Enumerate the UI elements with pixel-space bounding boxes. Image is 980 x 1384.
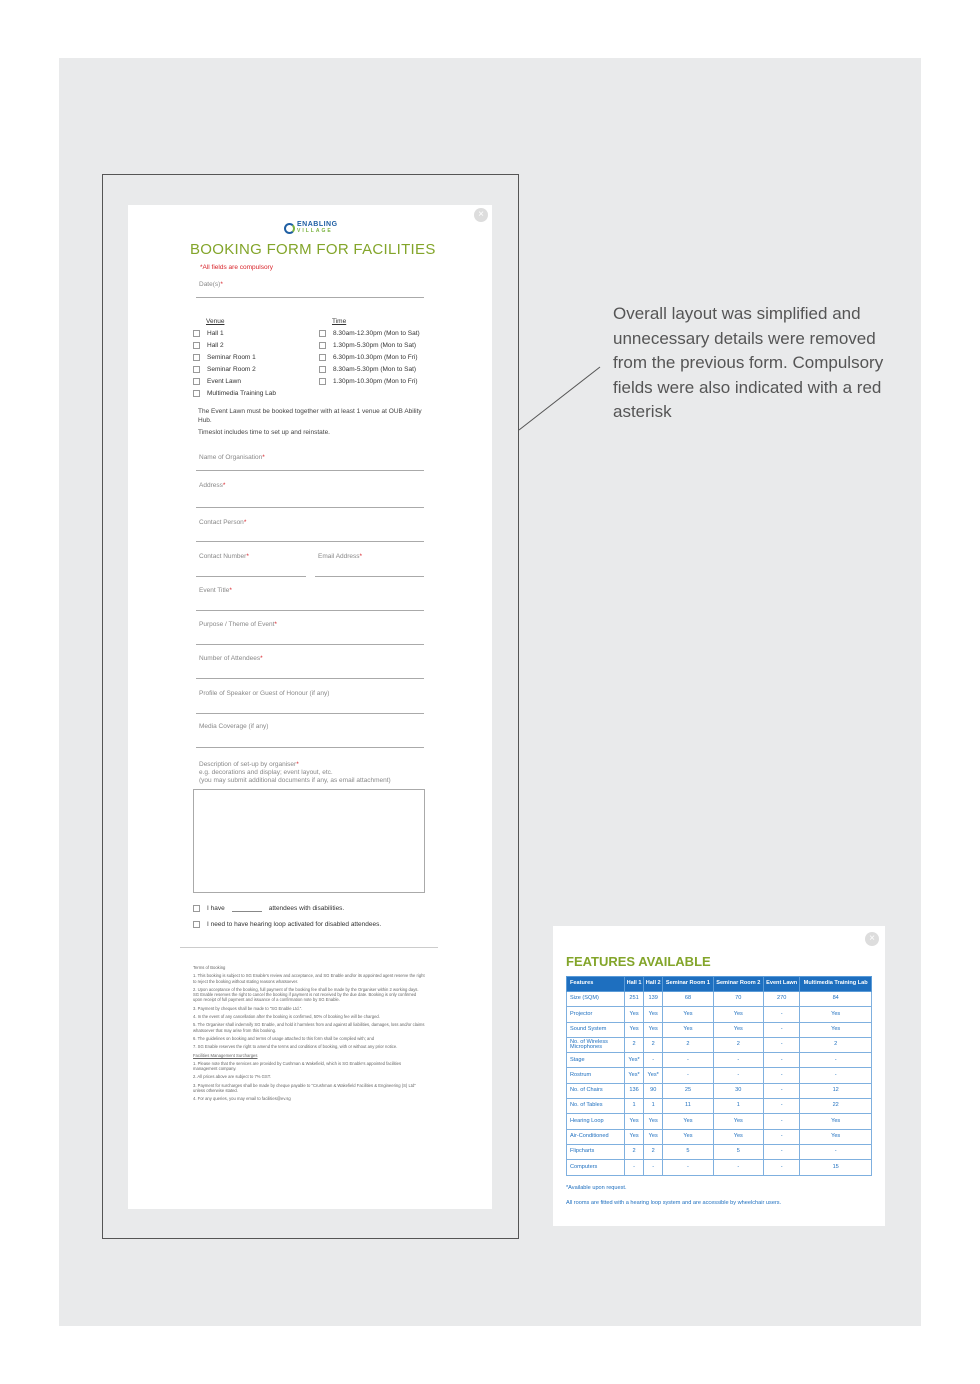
table-cell: - xyxy=(644,1160,663,1175)
disabilities-checkbox-row[interactable]: I have attendees with disabilities. xyxy=(193,905,344,912)
table-cell: Yes xyxy=(713,1129,763,1144)
table-cell: Yes xyxy=(800,1022,872,1037)
venue-option[interactable]: Event Lawn xyxy=(193,378,241,385)
checkbox[interactable] xyxy=(319,378,326,385)
table-row xyxy=(567,1144,872,1159)
checkbox[interactable] xyxy=(319,342,326,349)
table-row xyxy=(567,1129,872,1144)
time-option[interactable]: 1.30pm-5.30pm (Mon to Sat) xyxy=(319,342,416,349)
table-cell: - xyxy=(763,1160,799,1175)
table-cell: - xyxy=(663,1068,713,1083)
contact-number-field[interactable]: Contact Number* xyxy=(196,550,306,577)
table-cell: - xyxy=(763,1129,799,1144)
table-row xyxy=(567,1022,872,1037)
column-header: Hall 2 xyxy=(644,977,663,992)
table-cell: Yes xyxy=(663,1007,713,1022)
table-cell: Yes xyxy=(800,1114,872,1129)
table-cell: Yes xyxy=(625,1114,644,1129)
table-cell: Yes xyxy=(800,1007,872,1022)
feature-name-cell: No. of Tables xyxy=(567,1099,625,1114)
features-panel xyxy=(553,926,885,1226)
table-cell: 2 xyxy=(644,1037,663,1052)
table-cell: - xyxy=(763,1007,799,1022)
table-cell: - xyxy=(713,1160,763,1175)
table-cell: - xyxy=(663,1053,713,1068)
table-cell: 136 xyxy=(625,1083,644,1098)
checkbox[interactable] xyxy=(193,342,200,349)
feature-name-cell: Rostrum xyxy=(567,1068,625,1083)
table-cell: Yes xyxy=(713,1022,763,1037)
checkbox[interactable] xyxy=(193,378,200,385)
close-icon[interactable]: × xyxy=(865,932,879,946)
table-cell: 90 xyxy=(644,1083,663,1098)
feature-name-cell: No. of Chairs xyxy=(567,1083,625,1098)
table-cell: - xyxy=(763,1114,799,1129)
timeslot-note: Timeslot includes time to set up and reinstate. xyxy=(198,429,330,436)
time-option[interactable]: 1.30pm-10.30pm (Mon to Fri) xyxy=(319,378,418,385)
table-cell: 2 xyxy=(644,1144,663,1159)
time-option[interactable]: 8.30am-5.30pm (Mon to Sat) xyxy=(319,366,416,373)
table-cell: - xyxy=(763,1144,799,1159)
table-cell: 1 xyxy=(644,1099,663,1114)
features-accessibility-note: All rooms are fitted with a hearing loop system and are accessible by wheelchair users. xyxy=(566,1200,782,1206)
description-hint-attachment: (you may submit additional documents if any, as email attachment) xyxy=(199,777,391,784)
checkbox[interactable] xyxy=(193,354,200,361)
table-cell: Yes xyxy=(644,1022,663,1037)
dates-field[interactable]: Date(s)* xyxy=(196,278,424,298)
table-cell: - xyxy=(763,1022,799,1037)
checkbox[interactable] xyxy=(193,366,200,373)
table-cell: Yes xyxy=(663,1022,713,1037)
features-footnote: *Available upon request. xyxy=(566,1185,627,1191)
feature-name-cell: Computers xyxy=(567,1160,625,1175)
table-cell: - xyxy=(663,1160,713,1175)
table-cell: Yes* xyxy=(644,1068,663,1083)
table-row xyxy=(567,992,872,1007)
table-cell: 30 xyxy=(713,1083,763,1098)
table-cell: Yes xyxy=(663,1129,713,1144)
table-cell: Yes xyxy=(625,1007,644,1022)
table-cell: 2 xyxy=(625,1144,644,1159)
venue-option[interactable]: Seminar Room 1 xyxy=(193,354,256,361)
column-header: Hall 1 xyxy=(625,977,644,992)
form-title: BOOKING FORM FOR FACILITIES xyxy=(190,241,436,258)
terms-title: Terms of Booking xyxy=(193,965,226,970)
terms-item: 1. This booking is subject to SG Enable's review and acceptance, and SG Enable and/or its appointed agent reserve the right to reject the booking without stating reasons whatsoever. xyxy=(193,973,425,984)
contact-person-field[interactable]: Contact Person* xyxy=(196,516,424,542)
event-title-field[interactable]: Event Title* xyxy=(196,584,424,611)
feature-name-cell: No. of Wireless Microphones xyxy=(567,1037,625,1052)
table-cell: 11 xyxy=(663,1099,713,1114)
checkbox[interactable] xyxy=(193,390,200,397)
email-field[interactable]: Email Address* xyxy=(315,550,424,577)
checkbox[interactable] xyxy=(319,330,326,337)
feature-name-cell: Hearing Loop xyxy=(567,1114,625,1129)
terms-section xyxy=(193,965,425,1105)
address-field[interactable]: Address* xyxy=(196,479,424,508)
feature-name-cell: Stage xyxy=(567,1053,625,1068)
table-cell: 5 xyxy=(663,1144,713,1159)
organisation-field[interactable]: Name of Organisation* xyxy=(196,451,424,471)
terms-item: 3. Payment by cheques shall be made to "SG Enable Ltd.". xyxy=(193,1005,303,1011)
table-cell: 12 xyxy=(800,1083,872,1098)
table-cell: 25 xyxy=(663,1083,713,1098)
speaker-field[interactable]: Profile of Speaker or Guest of Honour (if any) xyxy=(196,687,424,714)
table-cell: - xyxy=(644,1053,663,1068)
table-row xyxy=(567,1068,872,1083)
table-cell: Yes xyxy=(625,1129,644,1144)
compulsory-note: *All fields are compulsory xyxy=(200,264,273,271)
table-header-row xyxy=(567,977,872,992)
surcharge-item: 1. Please note that the services are provided by Cushman & Wakefield, which is SG Enable's appointed facilities management company. xyxy=(193,1060,402,1072)
attendees-field[interactable]: Number of Attendees* xyxy=(196,652,424,679)
table-row xyxy=(567,1099,872,1114)
description-textarea[interactable] xyxy=(193,789,425,893)
table-cell: 2 xyxy=(625,1037,644,1052)
table-cell: 5 xyxy=(713,1144,763,1159)
table-cell: Yes xyxy=(663,1114,713,1129)
table-cell: Yes xyxy=(625,1022,644,1037)
feature-name-cell: Sound System xyxy=(567,1022,625,1037)
table-cell: - xyxy=(800,1144,872,1159)
checkbox[interactable] xyxy=(193,905,200,912)
table-cell: 84 xyxy=(800,992,872,1007)
column-header: Seminar Room 1 xyxy=(663,977,713,992)
table-cell: 68 xyxy=(663,992,713,1007)
column-header: Seminar Room 2 xyxy=(713,977,763,992)
table-cell: 15 xyxy=(800,1160,872,1175)
table-cell: 70 xyxy=(713,992,763,1007)
table-cell: - xyxy=(713,1053,763,1068)
table-cell: 1 xyxy=(713,1099,763,1114)
table-cell: - xyxy=(625,1160,644,1175)
table-cell: 270 xyxy=(763,992,799,1007)
surcharge-item: 3. Payment for surcharges shall be made by cheque payable to "Crushman & Wakefield Facilities & Engineering (S) Ltd" unless otherwise stated. xyxy=(193,1082,416,1094)
terms-item: 2. Upon acceptance of the booking, full payment of the booking fee shall be made by the Organiser within 2 working days. SG Enable reserves the right to cancel the booking if payment is not received by the due date. Booking is only confirmed upon receipt of full payment and issuance of a confirmation note by SG Enable. xyxy=(193,986,419,1003)
logo-mark-icon xyxy=(284,223,295,234)
table-cell: 2 xyxy=(663,1037,713,1052)
purpose-field[interactable]: Purpose / Theme of Event* xyxy=(196,618,424,645)
table-cell: - xyxy=(800,1068,872,1083)
venue-option[interactable]: Multimedia Training Lab xyxy=(193,390,276,397)
table-cell: Yes xyxy=(644,1007,663,1022)
time-option[interactable]: 8.30am-12.30pm (Mon to Sat) xyxy=(319,330,420,337)
surcharges-title: Facilities Management Surcharges xyxy=(193,1052,258,1058)
venue-option[interactable]: Seminar Room 2 xyxy=(193,366,256,373)
description-label: Description of set-up by organiser* xyxy=(199,761,299,768)
terms-item: 4. In the event of any cancellation after the booking is confirmed, 50% of booking fee will be charged. xyxy=(193,1014,380,1020)
table-cell: Yes* xyxy=(625,1053,644,1068)
description-hint: e.g. decorations and display; event layout, etc. xyxy=(199,769,333,776)
checkbox[interactable] xyxy=(319,354,326,361)
attendee-count-input[interactable] xyxy=(232,905,262,912)
table-row xyxy=(567,1160,872,1175)
column-header: Features xyxy=(567,977,625,992)
table-cell: - xyxy=(763,1083,799,1098)
dates-label: Date(s) xyxy=(199,281,221,288)
column-header: Multimedia Training Lab xyxy=(800,977,872,992)
surcharge-item: 2. All prices above are subject to 7% GST. xyxy=(193,1074,271,1080)
venue-option[interactable]: Hall 1 xyxy=(193,330,224,337)
surcharge-item: 4. For any queries, you may email to facilities@ev.sg xyxy=(193,1096,291,1102)
time-header: Time xyxy=(332,318,347,325)
close-icon[interactable]: × xyxy=(474,208,488,222)
table-row xyxy=(567,1037,872,1052)
annotation-text: Overall layout was simplified and unnecessary details were removed from the previous form. Compulsory fields were also indicated with a red asterisk xyxy=(613,304,884,422)
features-table-body xyxy=(567,992,872,1176)
venue-header: Venue xyxy=(206,318,225,325)
table-cell: 1 xyxy=(625,1099,644,1114)
table-cell: Yes xyxy=(713,1007,763,1022)
event-lawn-note: The Event Lawn must be booked together with at least 1 venue at OUB Ability Hub. xyxy=(198,408,422,424)
section-divider xyxy=(180,947,438,948)
checkbox[interactable] xyxy=(319,366,326,373)
table-cell: - xyxy=(800,1053,872,1068)
table-cell: 22 xyxy=(800,1099,872,1114)
checkbox[interactable] xyxy=(193,921,200,928)
table-cell: - xyxy=(763,1037,799,1052)
booking-form-panel xyxy=(128,205,492,1209)
hearing-loop-checkbox-row[interactable]: I need to have hearing loop activated for disabled attendees. xyxy=(193,921,381,928)
feature-name-cell: Size (SQM) xyxy=(567,992,625,1007)
table-cell: Yes xyxy=(644,1114,663,1129)
table-row xyxy=(567,1083,872,1098)
terms-item: 6. The guidelines on booking and terms of usage attached to this form shall be complied with; and xyxy=(193,1035,375,1041)
feature-name-cell: Air-Conditioned xyxy=(567,1129,625,1144)
checkbox[interactable] xyxy=(193,330,200,337)
table-cell: 2 xyxy=(800,1037,872,1052)
table-cell: Yes xyxy=(644,1129,663,1144)
terms-item: 5. The Organiser shall indemnify SG Enable, and hold it harmless from and against all liabilities, damages, loss and/or claims whatsoever that may arise from this booking. xyxy=(193,1022,425,1033)
terms-item: 7. SG Enable reserves the right to amend the terms and conditions of booking, with or without any prior notice. xyxy=(193,1044,398,1050)
feature-name-cell: Projector xyxy=(567,1007,625,1022)
table-row xyxy=(567,1114,872,1129)
table-cell: Yes* xyxy=(625,1068,644,1083)
logo-line1: ENABLING xyxy=(297,221,338,228)
table-row xyxy=(567,1053,872,1068)
feature-name-cell: Flipcharts xyxy=(567,1144,625,1159)
table-cell: 139 xyxy=(644,992,663,1007)
table-cell: 251 xyxy=(625,992,644,1007)
table-cell: - xyxy=(763,1068,799,1083)
table-cell: - xyxy=(713,1068,763,1083)
features-title: FEATURES AVAILABLE xyxy=(566,954,711,969)
venue-option[interactable]: Hall 2 xyxy=(193,342,224,349)
table-cell: 2 xyxy=(713,1037,763,1052)
enabling-village-logo xyxy=(284,222,338,234)
media-coverage-field[interactable]: Media Coverage (if any) xyxy=(196,720,424,748)
table-cell: - xyxy=(763,1053,799,1068)
table-cell: Yes xyxy=(713,1114,763,1129)
logo-line2: VILLAGE xyxy=(297,228,333,234)
time-option[interactable]: 6.30pm-10.30pm (Mon to Fri) xyxy=(319,354,418,361)
table-row xyxy=(567,1007,872,1022)
column-header: Event Lawn xyxy=(763,977,799,992)
table-cell: - xyxy=(763,1099,799,1114)
features-table xyxy=(566,976,872,1176)
table-cell: Yes xyxy=(800,1129,872,1144)
